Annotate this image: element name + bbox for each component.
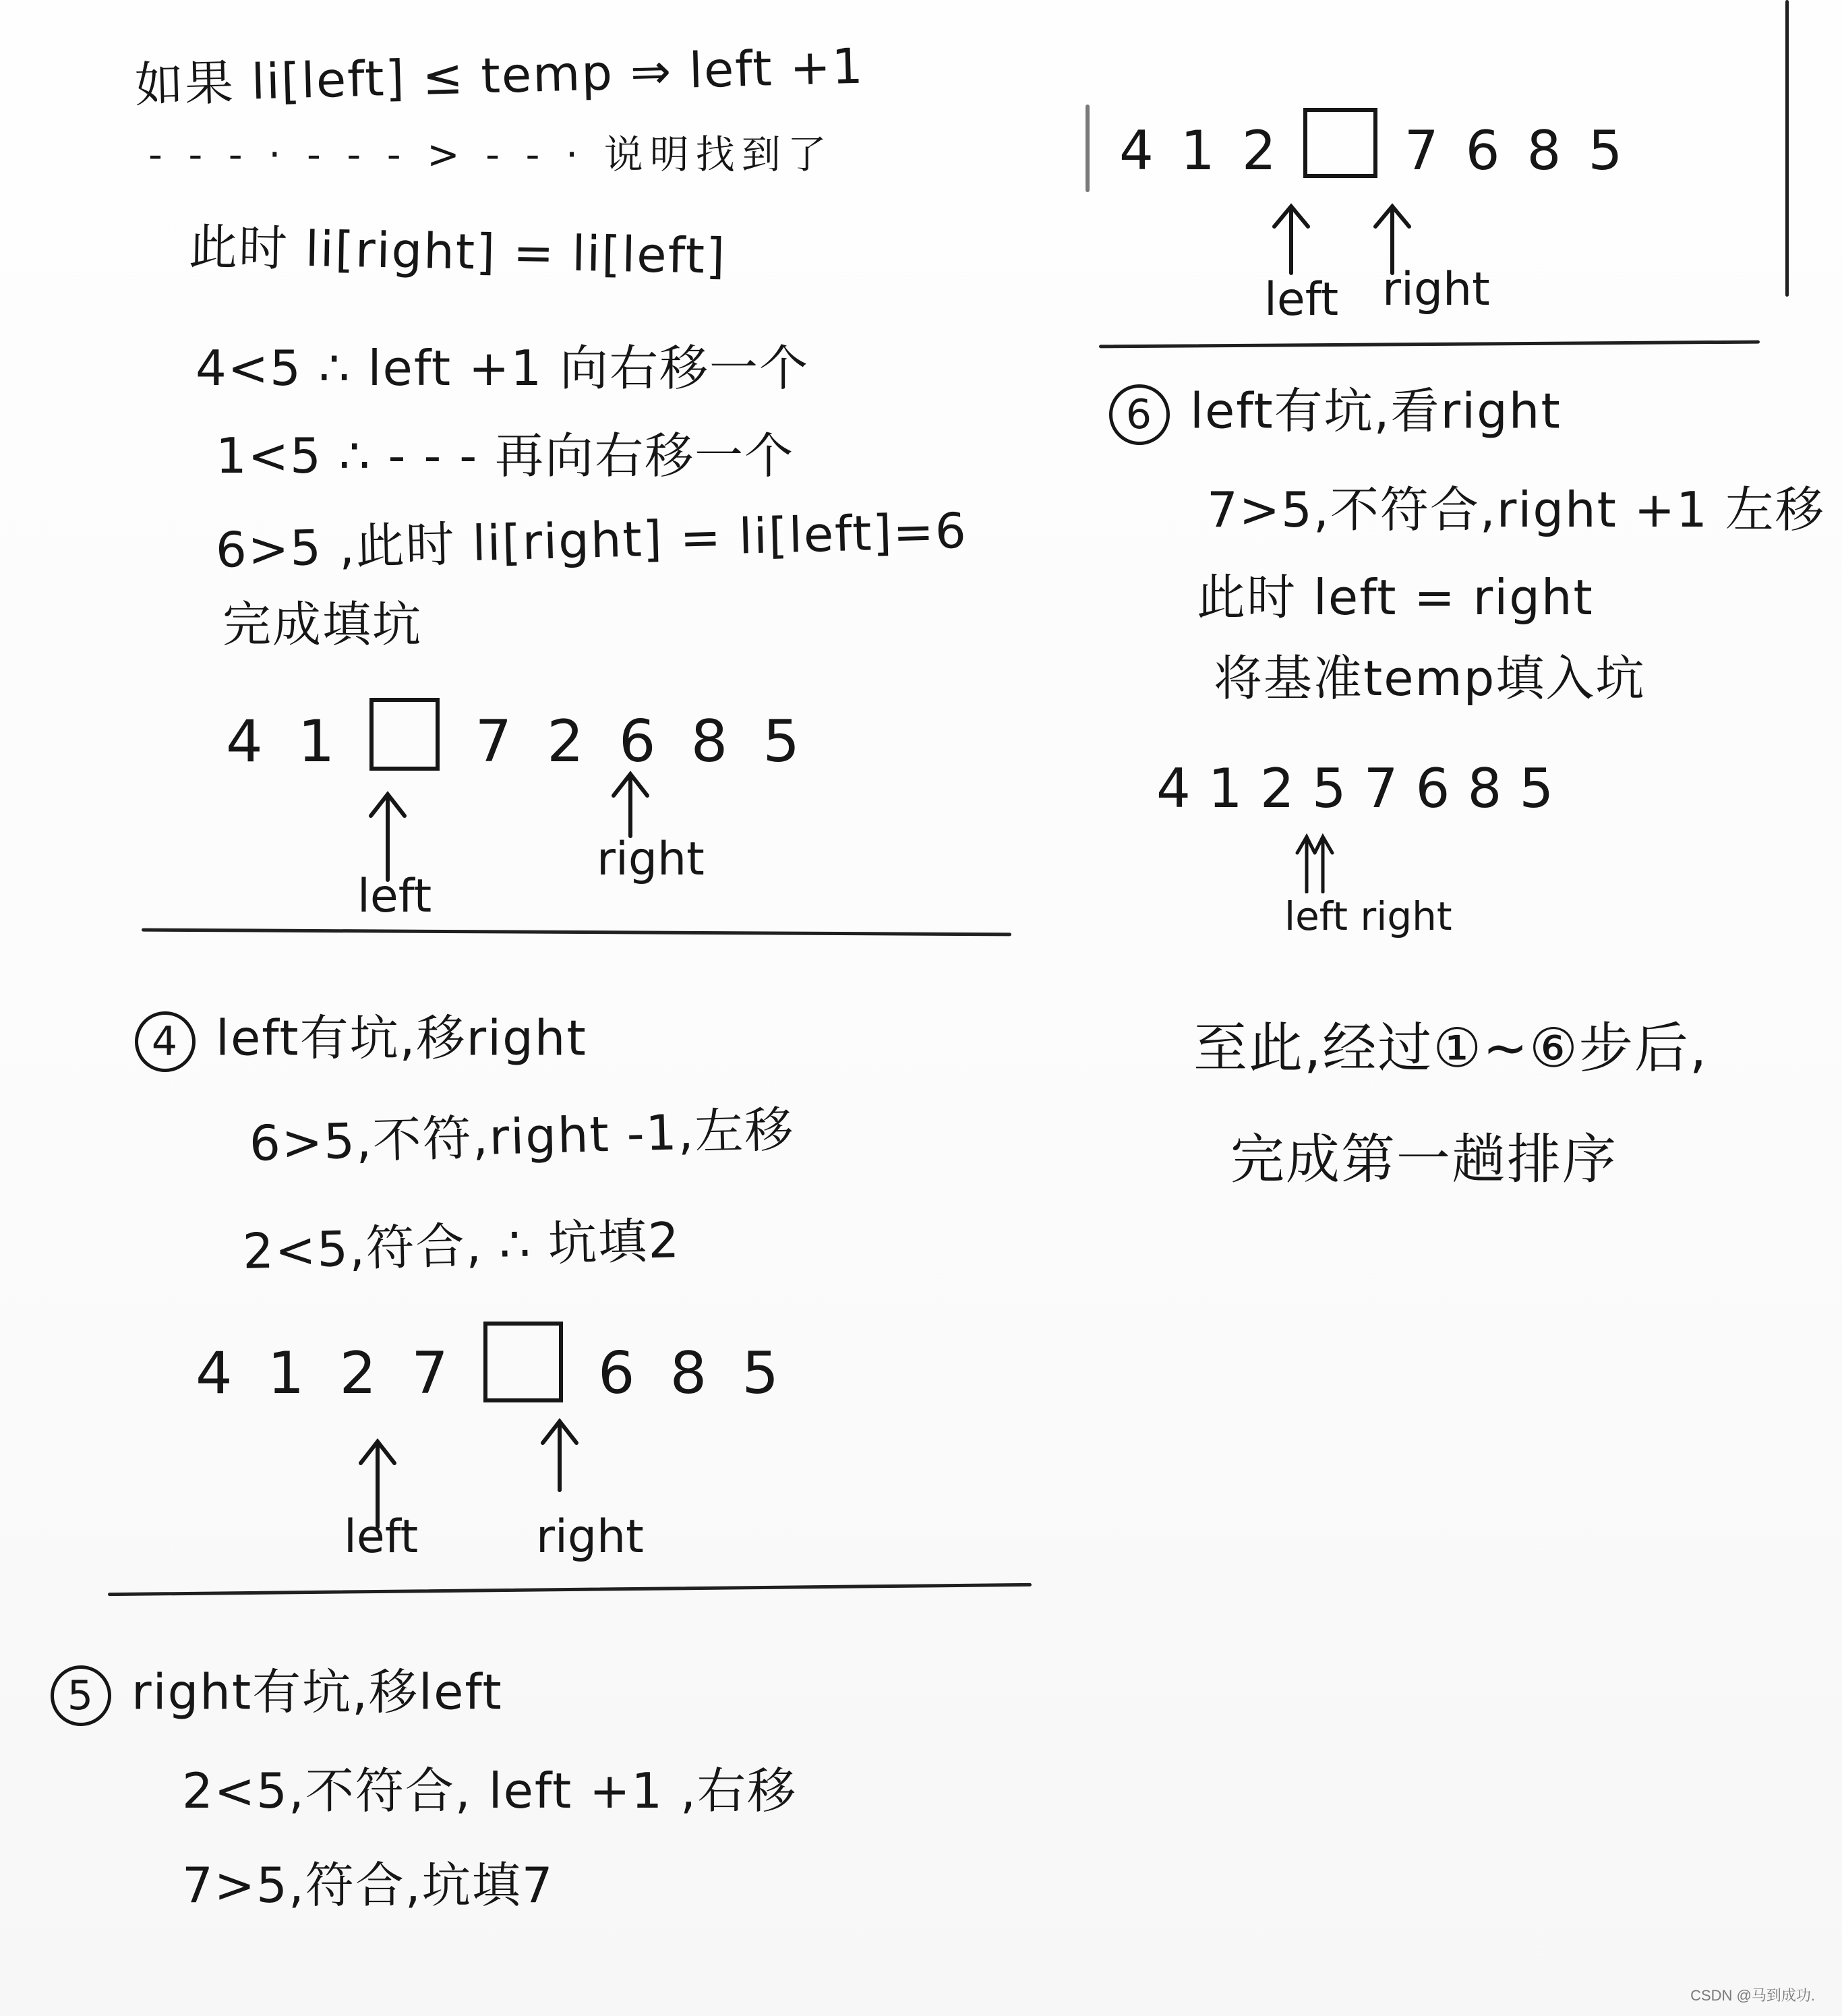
intro-line-2: - - - · - - - > - - · 说明找到了 — [148, 131, 833, 177]
array-cell: 8 — [690, 708, 728, 775]
array-cell: 5 — [763, 708, 800, 775]
step4-heading — [135, 1011, 587, 1072]
intro-line-6: 6>5 ,此时 li[right] = li[left]=6 — [214, 502, 968, 579]
array-cell: 5 — [1311, 757, 1346, 820]
array-cell: 7 — [1363, 757, 1398, 820]
step-number-badge: 6 — [1109, 384, 1170, 445]
array-cell: 1 — [267, 1340, 305, 1407]
left-pointer-label: left — [1264, 273, 1339, 326]
right-pointer-label: right — [536, 1510, 644, 1564]
empty-pit-box — [483, 1322, 563, 1402]
right-pointer-arrow-icon — [536, 1416, 583, 1510]
step5-line-1: right有坑,移left — [131, 1663, 503, 1721]
left-right-pointer-arrows-icon — [1295, 833, 1335, 893]
array-cell: 7 — [1404, 119, 1439, 182]
array-cell: 1 — [297, 708, 335, 775]
step5-line-3: 7>5,符合,坑填7 — [182, 1857, 554, 1914]
step6-line-3: 此时 left = right — [1197, 569, 1594, 626]
intro-line-5: 1<5 ∴ - - - 再向右移一个 — [216, 427, 795, 484]
left-pointer-arrow-icon — [364, 789, 411, 883]
empty-pit-box — [369, 698, 440, 771]
array-cell: 2 — [339, 1340, 377, 1407]
watermark: CSDN @马到成功. — [1690, 1987, 1815, 2004]
array-cell: 5 — [1588, 119, 1623, 182]
step6-heading — [1109, 384, 1562, 445]
array-cell: 6 — [1465, 119, 1500, 182]
array-cell: 1 — [1208, 757, 1243, 820]
array-cell: 6 — [1415, 757, 1450, 820]
frame-edge-line — [1785, 0, 1789, 297]
array-cell: 8 — [670, 1340, 707, 1407]
left-right-pointer-label: left right — [1284, 893, 1452, 939]
array-cell: 8 — [1526, 119, 1562, 182]
array-cell: 4 — [226, 708, 263, 775]
array-cell: 6 — [597, 1340, 635, 1407]
intro-line-3: 此时 li[right] = li[left] — [188, 218, 727, 285]
array-cell: 2 — [547, 708, 584, 775]
array-cell: 6 — [618, 708, 656, 775]
step4-line-3: 2<5,符合, ∴ 坑填2 — [241, 1212, 682, 1280]
intro-line-1: 如果 li[left] ≤ temp ⇒ left +1 — [133, 37, 865, 113]
step6-line-2: 7>5,不符合,right +1 左移 — [1207, 481, 1825, 538]
array-cell: 8 — [1467, 757, 1502, 820]
intro-line-4: 4<5 ∴ left +1 向右移一个 — [196, 340, 810, 396]
array-cell: 7 — [475, 708, 512, 775]
array-cell: 2 — [1259, 757, 1295, 820]
array-cell: 5 — [742, 1340, 779, 1407]
step4-line-2: 6>5,不符,right -1,左移 — [248, 1100, 796, 1172]
step6-line-1: left有坑,看right — [1190, 382, 1562, 440]
step-number-badge: 5 — [51, 1665, 111, 1726]
summary-line-2: 完成第一趟排序 — [1230, 1128, 1617, 1191]
right-pointer-label: right — [597, 833, 705, 886]
array-cell: 4 — [1119, 119, 1154, 182]
step5-line-2: 2<5,不符合, left +1 ,右移 — [182, 1762, 798, 1819]
array-cell: 2 — [1241, 119, 1276, 182]
right-pointer-label: right — [1382, 263, 1490, 316]
step6-line-4: 将基准temp填入坑 — [1214, 650, 1646, 707]
left-pointer-label: left — [344, 1510, 419, 1564]
step-number-badge: 4 — [135, 1011, 196, 1072]
array-cell: 7 — [411, 1340, 448, 1407]
step4-line-1: left有坑,移right — [216, 1009, 587, 1067]
left-pointer-label: left — [357, 870, 432, 923]
array-cell: 5 — [1519, 757, 1554, 820]
empty-pit-box — [1303, 108, 1377, 178]
intro-line-7: 完成填坑 — [222, 596, 423, 653]
step5-heading — [51, 1665, 503, 1726]
summary-line-1: 至此,经过①~⑥步后, — [1193, 1017, 1709, 1079]
array-state-3 — [226, 698, 800, 775]
array-state-4 — [196, 1322, 779, 1407]
frame-edge-line — [1086, 105, 1090, 192]
array-state-6 — [1156, 757, 1554, 820]
array-cell: 4 — [196, 1340, 233, 1407]
array-state-5 — [1119, 108, 1623, 182]
array-cell: 1 — [1180, 119, 1215, 182]
left-pointer-arrow-icon — [1268, 202, 1315, 276]
array-cell: 4 — [1156, 757, 1191, 820]
